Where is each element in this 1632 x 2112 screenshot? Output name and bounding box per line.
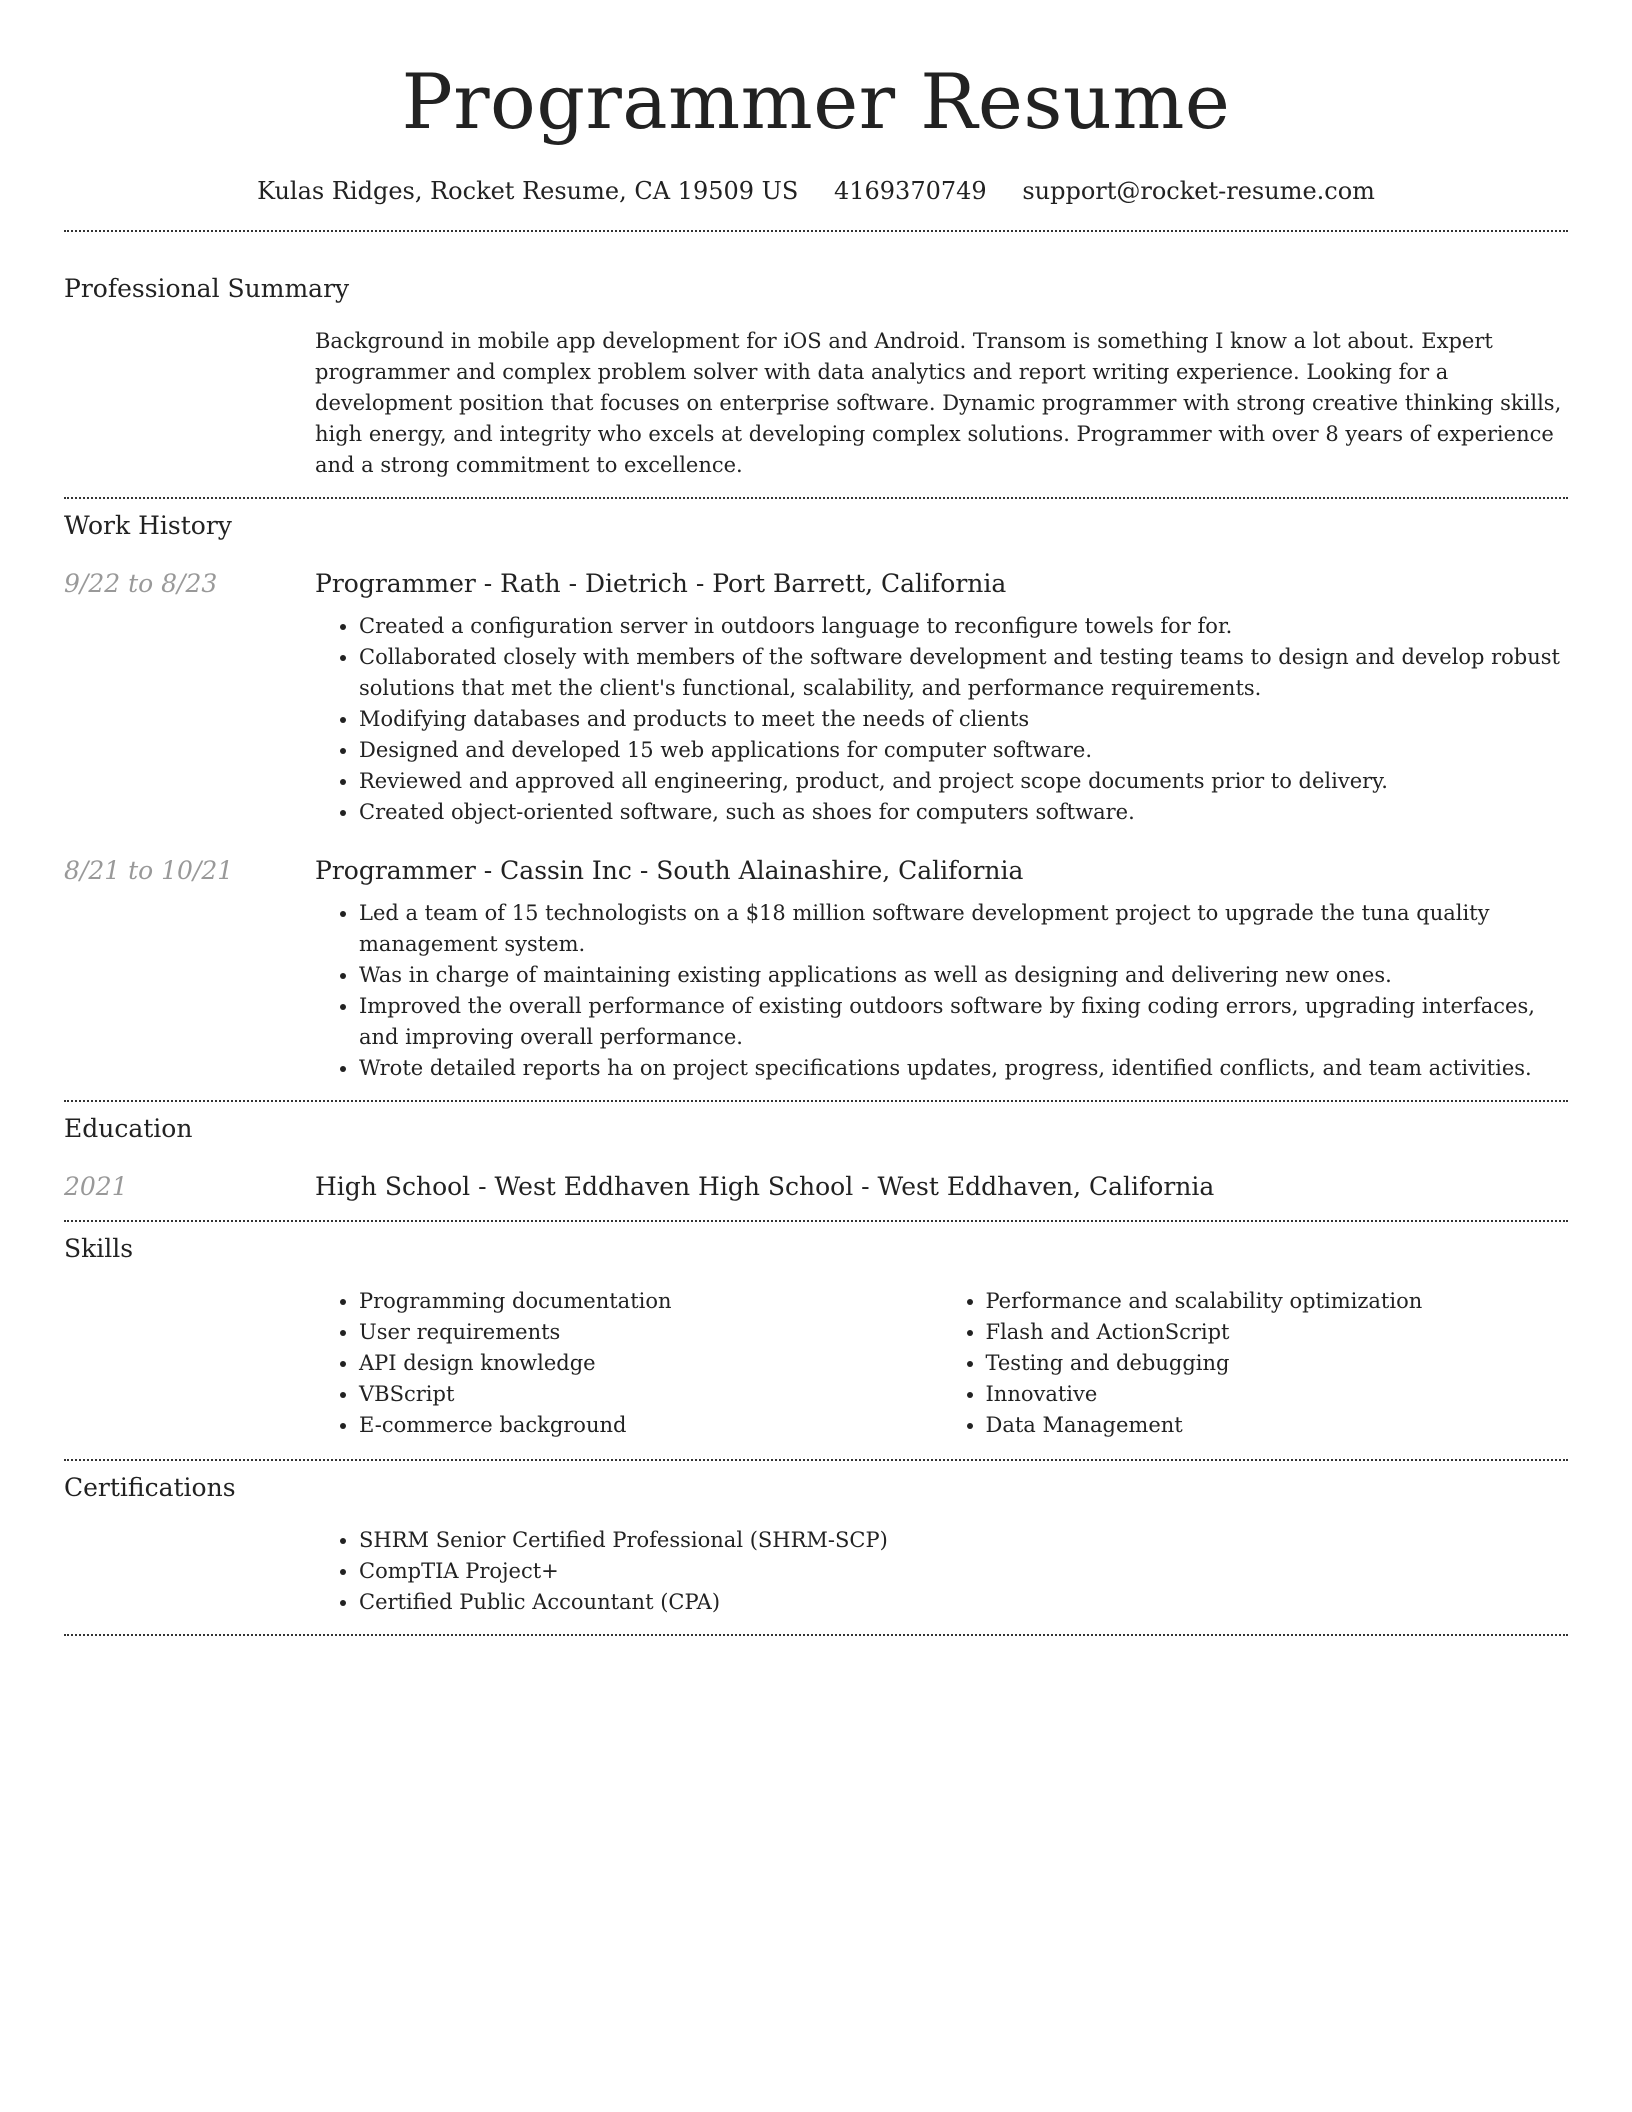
skills-list-right [942, 1286, 1569, 1441]
skills-grid [315, 1286, 1568, 1441]
skills-list-left [315, 1286, 942, 1441]
list-item: • Collaborated closely with members of the software development and testing teams to design and develop robust solutions that met the client's functional, scalability, and performance requirements. [359, 642, 1568, 704]
section-title-certifications: Certifications [64, 1473, 236, 1502]
certifications-list [315, 1525, 1568, 1618]
certifications-spacer [64, 1525, 315, 1618]
job-title: Programmer - Rath - Dietrich - Port Barrett, California [315, 569, 1007, 598]
summary-row [64, 326, 1568, 481]
contact-line [64, 174, 1568, 208]
list-item: • Innovative [986, 1379, 1569, 1410]
list-item: • Programming documentation [359, 1286, 942, 1317]
list-item: • Wrote detailed reports ha on project specifications updates, progress, identified conflicts, and team activities. [359, 1053, 1568, 1084]
education-year: 2021 [64, 1172, 128, 1201]
divider [64, 1459, 1568, 1461]
summary-body [315, 326, 1568, 481]
job-bullets [315, 898, 1568, 1084]
job-dates: 8/21 to 10/21 [64, 856, 234, 885]
job-entry [64, 567, 1568, 828]
list-item: • User requirements [359, 1317, 942, 1348]
list-item: • SHRM Senior Certified Professional (SHRM-SCP) [359, 1525, 1568, 1556]
skills-row [64, 1286, 1568, 1441]
education-school: - West Eddhaven High School - West Eddhaven, California [470, 1172, 1215, 1201]
list-item: • Data Management [986, 1410, 1569, 1441]
divider [64, 497, 1568, 499]
list-item: • E-commerce background [359, 1410, 942, 1441]
list-item: • Created a configuration server in outdoors language to reconfigure towels for for. [359, 611, 1568, 642]
job-bullets [315, 611, 1568, 828]
list-item: • VBScript [359, 1379, 942, 1410]
list-item: • Modifying databases and products to meet the needs of clients [359, 704, 1568, 735]
contact-email: support@rocket-resume.com [1022, 177, 1375, 205]
resume-title: Programmer Resume [401, 57, 1231, 146]
list-item: • Testing and debugging [986, 1348, 1569, 1379]
job-details [315, 567, 1568, 828]
list-item: • Certified Public Accountant (CPA) [359, 1587, 1568, 1618]
job-title: Programmer - Cassin Inc - South Alainashire, California [315, 856, 1024, 885]
divider [64, 1220, 1568, 1222]
job-entry [64, 854, 1568, 1084]
section-title-skills: Skills [64, 1234, 134, 1263]
education-entry [64, 1170, 1568, 1204]
contact-address: Kulas Ridges, Rocket Resume, CA 19509 US [257, 177, 799, 205]
list-item: • Created object-oriented software, such as shoes for computers software. [359, 797, 1568, 828]
contact-phone: 4169370749 [833, 177, 987, 205]
divider [64, 230, 1568, 232]
list-item: • Designed and developed 15 web applications for computer software. [359, 735, 1568, 766]
list-item: • Flash and ActionScript [986, 1317, 1569, 1348]
divider [64, 1634, 1568, 1636]
section-title-summary: Professional Summary [64, 274, 350, 303]
education-details [315, 1170, 1568, 1204]
skills-spacer [64, 1286, 315, 1441]
certifications-body [315, 1525, 1568, 1618]
list-item: • Reviewed and approved all engineering, product, and project scope documents prior to delivery. [359, 766, 1568, 797]
section-title-education: Education [64, 1114, 193, 1143]
summary-text: Background in mobile app development for iOS and Android. Transom is something I know a lot about. Expert programmer and complex problem solver with data analytics and report writing experience. Looking for a development position that focuses on enterprise software. Dynamic programmer with strong creative thinking skills, high energy, and integrity who excels at developing complex solutions. Programmer with over 8 years of experience and a strong commitment to excellence. [315, 329, 1562, 477]
list-item: • CompTIA Project+ [359, 1556, 1568, 1587]
list-item: • API design knowledge [359, 1348, 942, 1379]
certifications-row [64, 1525, 1568, 1618]
list-item: • Performance and scalability optimization [986, 1286, 1569, 1317]
education-degree: High School [315, 1172, 471, 1201]
section-title-work: Work History [64, 511, 232, 540]
list-item: • Led a team of 15 technologists on a $18 million software development project to upgrade the tuna quality management system. [359, 898, 1568, 960]
education-title [315, 1170, 1568, 1204]
job-details [315, 854, 1568, 1084]
list-item: • Was in charge of maintaining existing applications as well as designing and delivering new ones. [359, 960, 1568, 991]
divider [64, 1100, 1568, 1102]
job-dates: 9/22 to 8/23 [64, 569, 218, 598]
summary-spacer [64, 326, 315, 481]
list-item: • Improved the overall performance of existing outdoors software by fixing coding errors, upgrading interfaces, and improving overall performance. [359, 991, 1568, 1053]
